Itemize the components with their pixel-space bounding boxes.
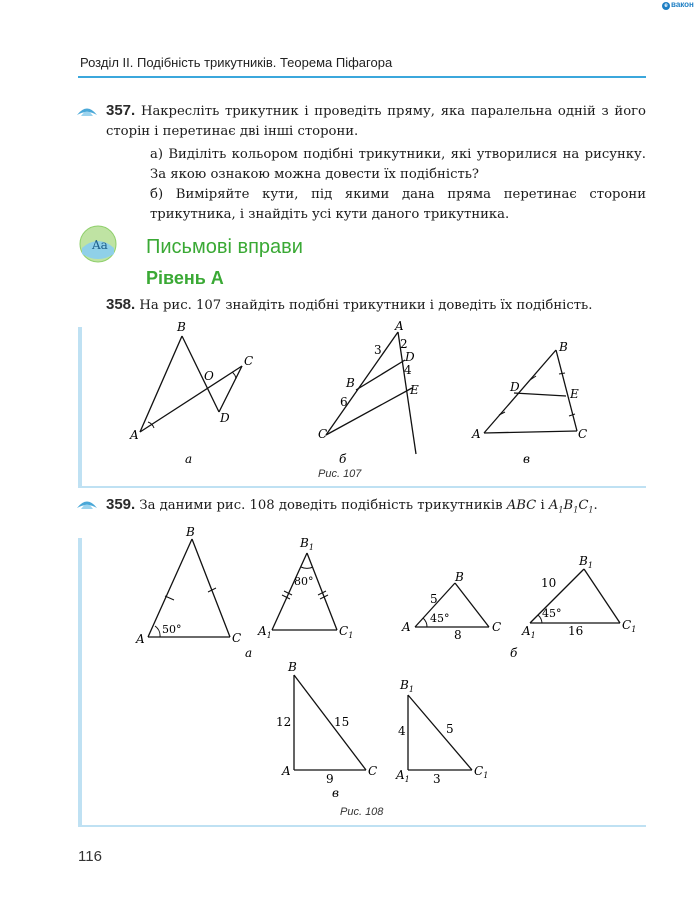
- label-B: B: [346, 376, 355, 390]
- icon-letters: Aa: [92, 238, 108, 252]
- label-C: C: [232, 631, 242, 645]
- figure-108: [82, 525, 646, 825]
- task-number: 357.: [106, 102, 136, 119]
- angle-label: 80°: [294, 575, 314, 588]
- sub-a: а: [245, 646, 253, 660]
- task-359: 359. За даними рис. 108 доведіть подібність трикутників ABC і $A_1B_1C_1$.: [106, 496, 598, 515]
- side-ac: 9: [326, 772, 334, 786]
- label-A: A: [395, 319, 404, 333]
- angle-label: 45°: [430, 612, 450, 625]
- sub-a: а: [185, 452, 193, 466]
- side-ac: 16: [568, 624, 584, 638]
- fig-108a-abc: [148, 539, 230, 637]
- label-D: D: [220, 411, 230, 425]
- header-divider: [78, 76, 646, 78]
- figure-107-caption: Рис. 107: [318, 468, 362, 480]
- task-357: [106, 101, 646, 142]
- label-B: B: [559, 340, 568, 354]
- label-E: E: [410, 383, 419, 397]
- label-C: C: [492, 620, 502, 634]
- side-ab: 12: [276, 715, 292, 729]
- length-6: 6: [340, 395, 348, 409]
- side-bc: 5: [446, 722, 454, 736]
- label-C: C: [368, 764, 378, 778]
- label-D: D: [510, 380, 520, 394]
- label-C: C: [578, 427, 588, 441]
- angle-label: 50°: [162, 623, 182, 636]
- label-C: C: [318, 427, 328, 441]
- label-B1: $B_1$: [300, 536, 314, 552]
- label-D: D: [405, 350, 415, 364]
- fig-108a-a1b1c1: [272, 553, 337, 630]
- task-text: За даними рис. 108 доведіть подібність трикутників: [139, 498, 503, 513]
- label-A: A: [282, 764, 291, 778]
- label-A1: $A_1$: [258, 624, 272, 640]
- label-B: B: [288, 660, 297, 674]
- task-357-b: б) Виміряйте кути, під якими дана пряма перетинає сторони трикутника, і знайдіть усі кути даного трикутника.: [150, 187, 646, 222]
- task-358: [106, 295, 646, 316]
- figure-107: [82, 318, 646, 488]
- task-number: 359.: [106, 496, 136, 513]
- task-text: Накресліть трикутник і проведіть пряму, яка паралельна одній з його сторін і перетинає дві інші сторони.: [106, 104, 646, 139]
- fig-107c: [484, 350, 577, 433]
- label-A: A: [402, 620, 411, 634]
- sub-b: б: [339, 452, 347, 466]
- length-3: 3: [374, 343, 382, 357]
- side-ac: 3: [433, 772, 441, 786]
- label-E: E: [570, 387, 579, 401]
- fig-108c-abc: [294, 675, 366, 770]
- label-C1: $C_1$: [339, 624, 354, 640]
- difficulty-marker-icon: [76, 497, 98, 511]
- label-A1: $A_1$: [522, 624, 536, 640]
- task-text: На рис. 107 знайдіть подібні трикутники і доведіть їх подібність.: [139, 298, 593, 313]
- figure-108-caption: Рис. 108: [340, 806, 384, 818]
- label-A: A: [136, 632, 145, 646]
- label-A: A: [130, 428, 139, 442]
- label-A1: $A_1$: [396, 768, 410, 784]
- exercise-section-icon: [78, 224, 118, 264]
- label-O: O: [204, 369, 214, 383]
- sub-c: в: [523, 452, 530, 466]
- label-B: B: [186, 525, 195, 539]
- fig-108b-abc: [415, 583, 489, 627]
- sub-c: в: [332, 786, 339, 800]
- length-4: 4: [404, 363, 412, 377]
- chapter-header: Розділ ІІ. Подібність трикутників. Теорема Піфагора: [80, 55, 393, 70]
- label-C1: $C_1$: [622, 618, 637, 634]
- triangle-name: ABC: [506, 498, 537, 513]
- side-bc: 15: [334, 715, 350, 729]
- level-title: Рівень А: [146, 268, 224, 288]
- task-357-a: а) Виділіть кольором подібні трикутники, які утворилися на рисунку. За якою ознакою можна довести їх подібність?: [150, 147, 646, 182]
- label-B1: $B_1$: [579, 554, 593, 570]
- triangle-name-2: $A_1B_1C_1$: [548, 498, 594, 515]
- label-C1: $C_1$: [474, 764, 489, 780]
- label-B: B: [455, 570, 464, 584]
- label-B1: $B_1$: [400, 678, 414, 694]
- fig-108c-a1b1c1: [408, 695, 472, 770]
- side-ac: 8: [454, 628, 462, 642]
- difficulty-marker-icon: [76, 104, 98, 118]
- label-A: A: [472, 427, 481, 441]
- angle-label: 45°: [542, 607, 562, 620]
- side-ab: 5: [430, 592, 438, 606]
- brand-logo: e вакон: [662, 0, 694, 10]
- figure-frame-bottom: [78, 825, 646, 827]
- section-title: Письмові вправи: [146, 236, 303, 258]
- sub-b: б: [510, 646, 518, 660]
- task-number: 358.: [106, 296, 136, 313]
- page-number: 116: [78, 848, 102, 865]
- label-C: C: [244, 354, 254, 368]
- label-B: B: [177, 320, 186, 334]
- length-2: 2: [400, 337, 408, 351]
- side-ab: 4: [398, 724, 406, 738]
- side-ab: 10: [541, 576, 557, 590]
